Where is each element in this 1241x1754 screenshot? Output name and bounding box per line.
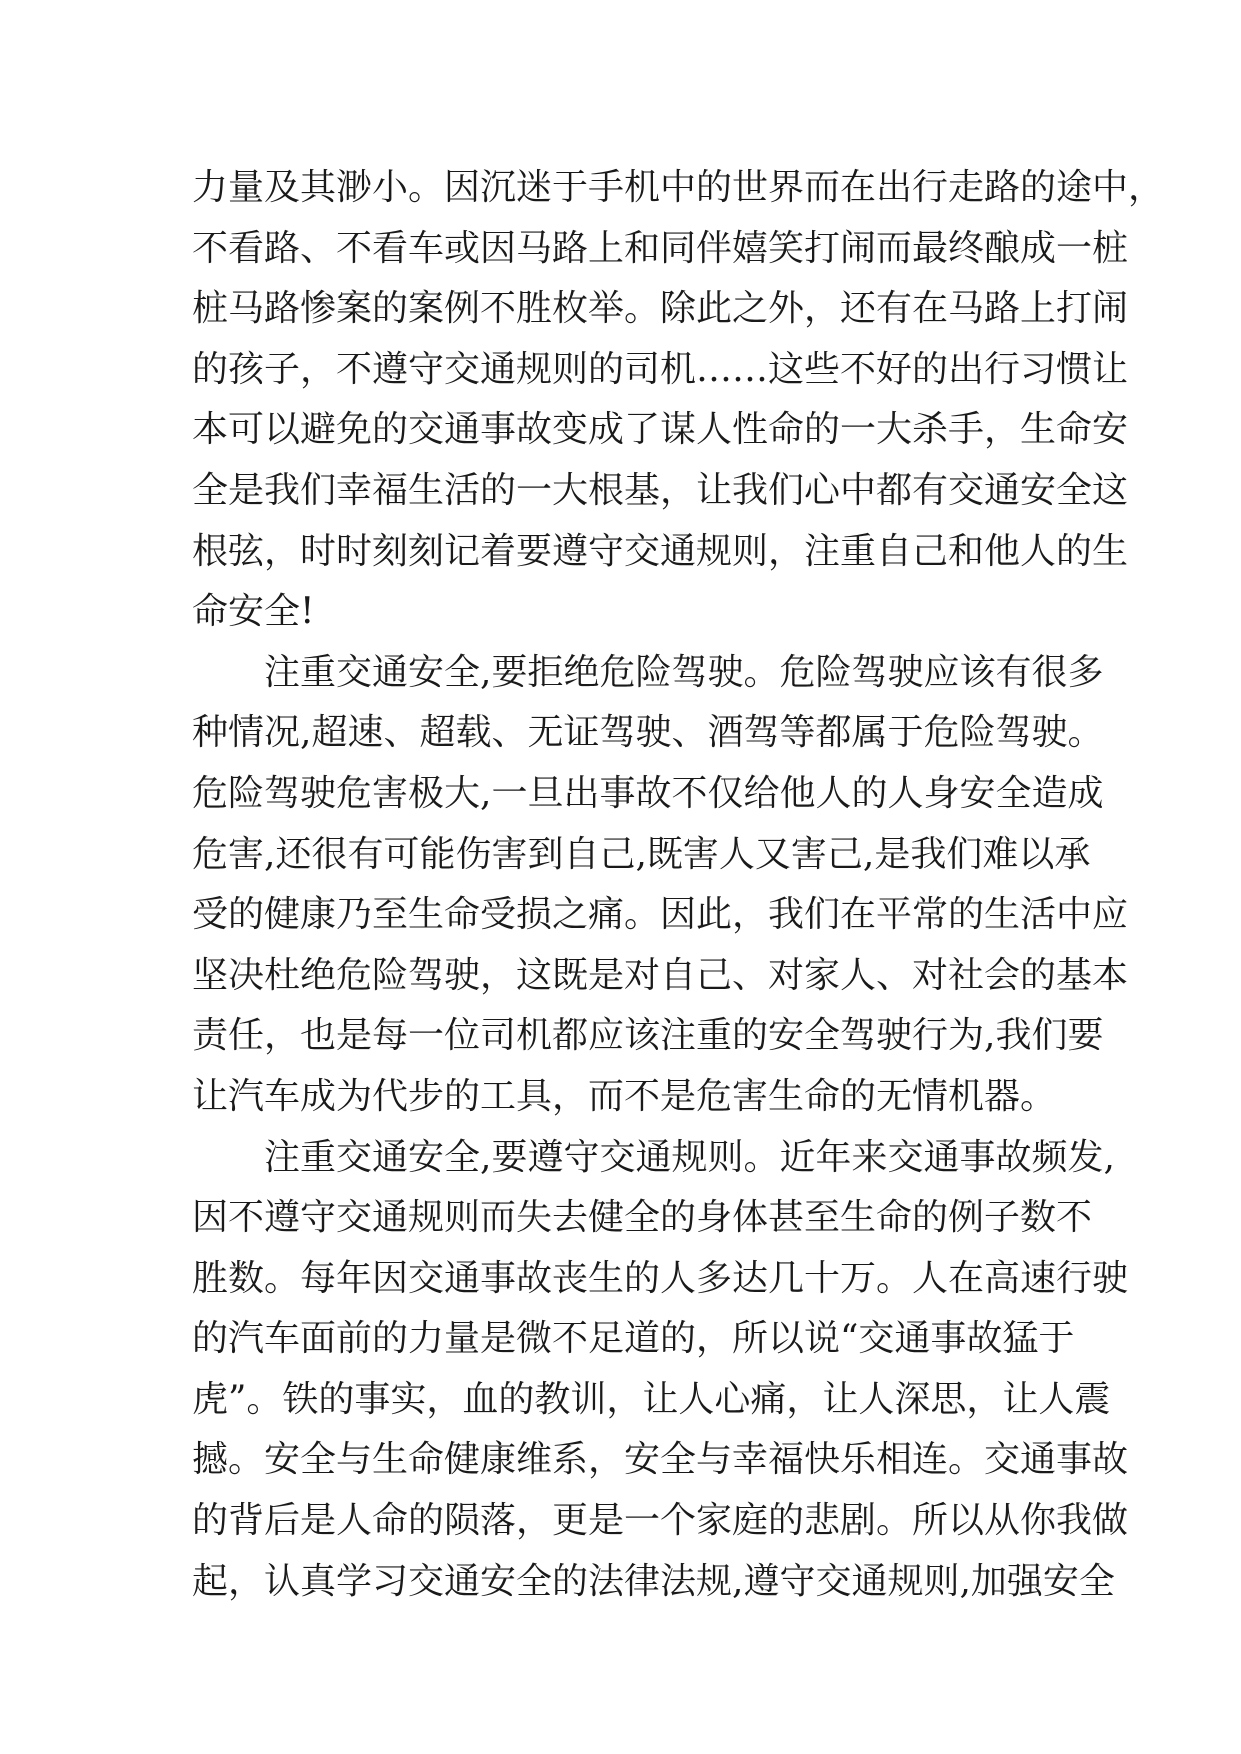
text-line: 胜数。每年因交通事故丧生的人多达几十万。人在高速行驶 [192,1257,1129,1299]
text-line: 全是我们幸福生活的一大根基，让我们心中都有交通安全这 [192,469,1129,511]
text-line: 危害,还很有可能伤害到自己,既害人又害己,是我们难以承 [192,833,1091,875]
text-line: 让汽车成为代步的工具，而不是危害生命的无情机器。 [192,1075,1057,1117]
paragraph-start-line: 注重交通安全,要遵守交通规则。近年来交通事故频发, [264,1136,1115,1178]
text-line: 责任，也是每一位司机都应该注重的安全驾驶行为,我们要 [192,1015,1104,1057]
text-line: 的孩子，不遵守交通规则的司机……这些不好的出行习惯让 [192,348,1129,390]
text-line: 的背后是人命的陨落，更是一个家庭的悲剧。所以从你我做 [192,1500,1129,1542]
text-line: 撼。安全与生命健康维系，安全与幸福快乐相连。交通事故 [192,1439,1129,1481]
text-line: 的汽车面前的力量是微不足道的，所以说“交通事故猛于 [192,1318,1075,1360]
text-line: 起，认真学习交通安全的法律法规,遵守交通规则,加强安全 [192,1560,1115,1602]
text-line: 桩马路惨案的案例不胜枚举。除此之外，还有在马路上打闹 [192,288,1129,330]
text-line: 命安全! [192,591,315,633]
paragraph-start-line: 注重交通安全,要拒绝危险驾驶。危险驾驶应该有很多 [264,651,1104,693]
text-line: 本可以避免的交通事故变成了谋人性命的一大杀手，生命安 [192,409,1129,451]
text-line: 受的健康乃至生命受损之痛。因此，我们在平常的生活中应 [192,894,1129,936]
text-line: 因不遵守交通规则而失去健全的身体甚至生命的例子数不 [192,1197,1093,1239]
text-line: 力量及其渺小。因沉迷于手机中的世界而在出行走路的途中， [192,167,1165,208]
text-line: 虎”。铁的事实，血的教训，让人心痛，让人深思，让人震 [192,1378,1111,1420]
text-line: 坚决杜绝危险驾驶，这既是对自己、对家人、对社会的基本 [192,954,1129,996]
text-line: 危险驾驶危害极大,一旦出事故不仅给他人的人身安全造成 [192,772,1104,814]
text-line: 种情况,超速、超载、无证驾驶、酒驾等都属于危险驾驶。 [192,712,1104,754]
body-text [192,158,1165,1612]
text-line: 根弦，时时刻刻记着要遵守交通规则，注重自己和他人的生 [192,530,1129,572]
text-line: 不看路、不看车或因马路上和同伴嬉笑打闹而最终酿成一桩 [192,227,1129,269]
